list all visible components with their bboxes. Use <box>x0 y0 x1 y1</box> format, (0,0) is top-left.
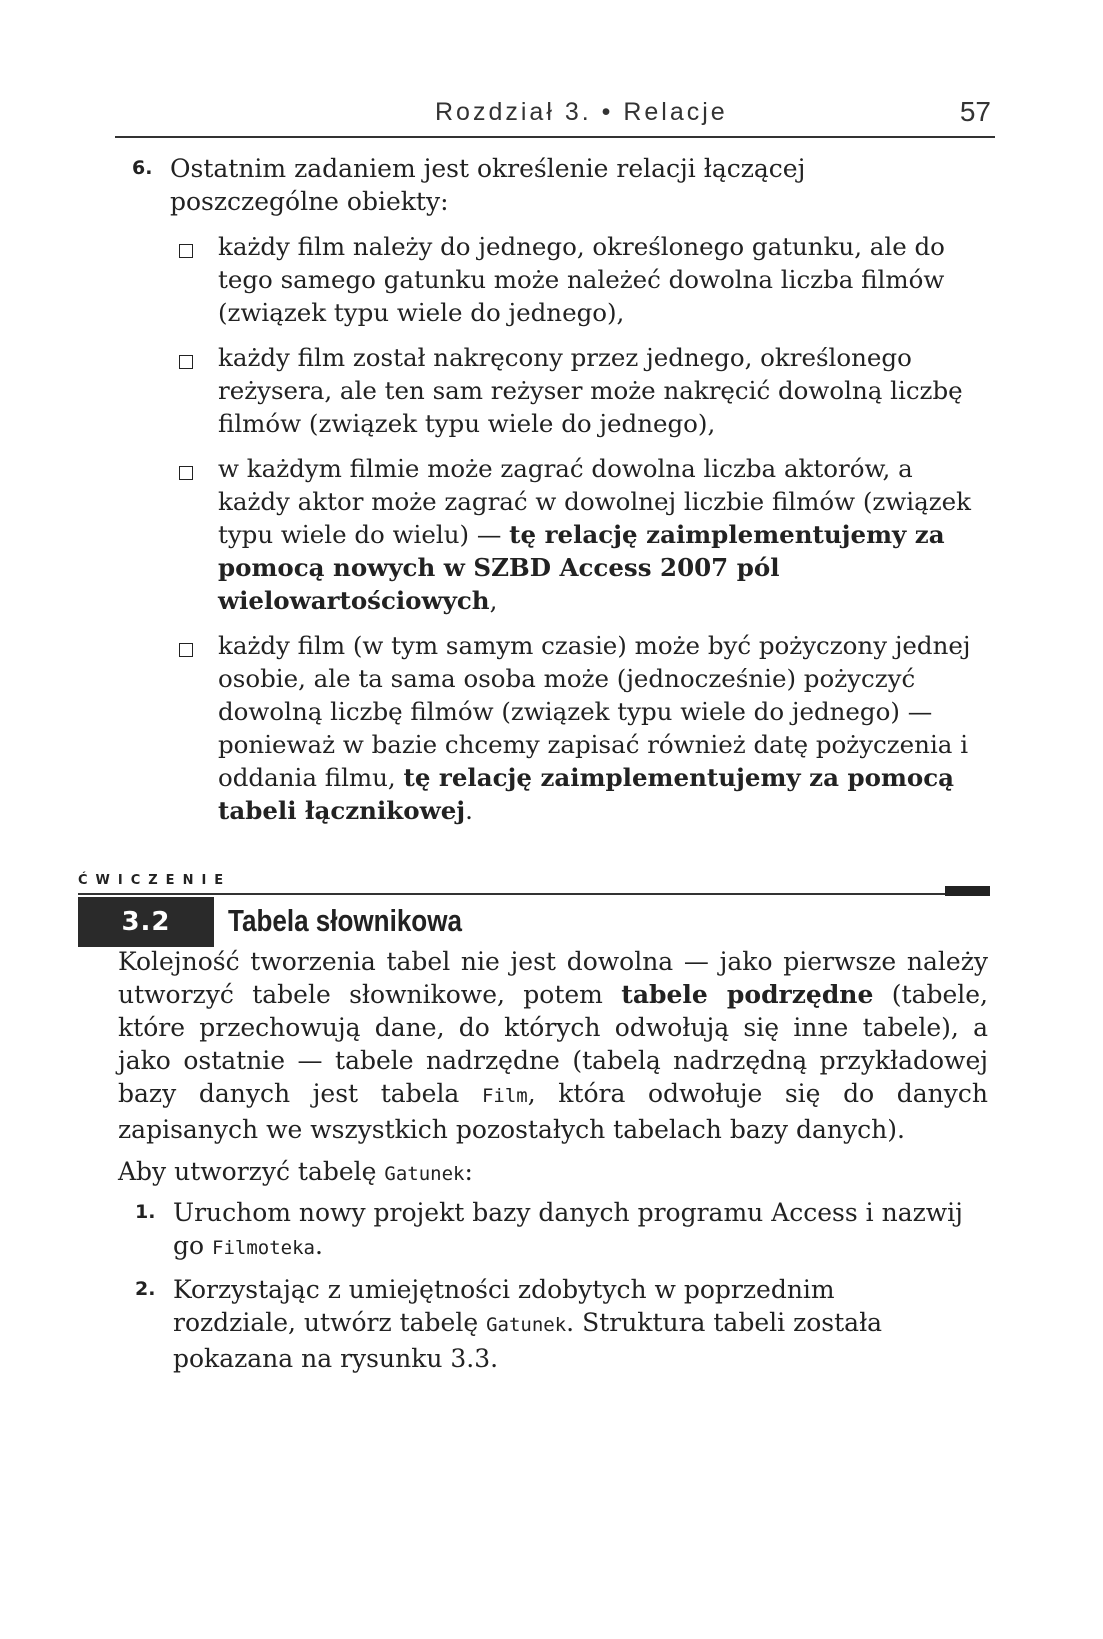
code-inline: Film <box>481 1085 528 1107</box>
section-divider-end-mark <box>945 886 990 896</box>
exercise-label: ĆWICZENIE <box>78 873 232 888</box>
bullet-emphasis: tę relację zaimplementujemy za pomocą tabeli łącznikowej <box>218 763 954 825</box>
checkbox-bullet-icon <box>179 466 193 480</box>
bullet-text-end: . <box>465 796 473 825</box>
code-inline: Filmoteka <box>212 1237 315 1259</box>
bullet-text-end: , <box>489 586 498 615</box>
step-text-part: Korzystając z umiejętności zdobytych w poprzednim rozdziale, utwórz tabelę <box>173 1275 835 1337</box>
list-item <box>175 629 990 827</box>
relation-bullet-list <box>175 230 990 839</box>
chapter-title: Rozdział 3. • Relacje <box>435 98 728 126</box>
checkbox-bullet-icon <box>179 355 193 369</box>
step-number: 6. <box>132 157 153 179</box>
step-text <box>173 1196 963 1265</box>
bullet-text: każdy film został nakręcony przez jednego, określonego reżysera, ale ten sam reżyser może nakręcić dowolną liczbę filmów (związek typu wiele do jednego), <box>218 343 963 438</box>
bullet-text: każdy film (w tym samym czasie) może być pożyczony jednej osobie, ale ta sama osoba może (jednocześnie) pożyczyć dowolną liczbę filmów (związek typu wiele do jednego) — ponieważ w bazie chcemy zapisać również datę pożyczenia i oddania filmu, <box>218 631 971 792</box>
paragraph-text: (tabele, które przechowują dane, do których odwołują się inne tabele), a jako ostatnie — tabele nadrzędne (tabelą nadrzędną przykładowej bazy danych jest tabela <box>118 980 989 1108</box>
paragraph-emphasis: tabele podrzędne <box>621 980 874 1009</box>
step-text-part: . <box>314 1231 323 1260</box>
step-number: 2. <box>135 1278 156 1300</box>
paragraph-text: : <box>464 1157 473 1186</box>
section-divider <box>78 893 988 895</box>
code-inline: Gatunek <box>486 1314 567 1336</box>
list-item <box>175 230 990 329</box>
step-text-part: Uruchom nowy projekt bazy danych programu Access i nazwij go <box>173 1198 963 1260</box>
step-text: Ostatnim zadaniem jest określenie relacji łączącej poszczególne obiekty: <box>170 154 806 216</box>
bullet-text: każdy film należy do jednego, określonego gatunku, ale do tego samego gatunku może należeć dowolna liczba filmów (związek typu wiele do jednego), <box>218 232 945 327</box>
exercise-number-badge: 3.2 <box>78 897 214 947</box>
list-item <box>175 341 990 440</box>
running-header <box>115 96 995 138</box>
paragraph-table-order <box>118 945 988 1146</box>
checkbox-bullet-icon <box>179 244 193 258</box>
paragraph-intro <box>118 1155 988 1191</box>
step-text-part: . Struktura tabeli została pokazana na rysunku 3.3. <box>173 1308 883 1373</box>
bullet-text: w każdym filmie może zagrać dowolna liczba aktorów, a każdy aktor może zagrać w dowolnej liczbie filmów (związek typu wiele do wielu) — <box>218 454 971 549</box>
exercise-title: Tabela słownikowa <box>228 903 462 938</box>
bullet-emphasis: tę relację zaimplementujemy za pomocą nowych w SZBD Access 2007 pól wielowartościowych <box>218 520 945 615</box>
list-item <box>175 452 990 617</box>
page-number: 57 <box>959 96 991 127</box>
step-text <box>173 1273 963 1375</box>
paragraph-text: Kolejność tworzenia tabel nie jest dowolna — jako pierwsze należy utworzyć tabele słownikowe, potem <box>118 947 988 1009</box>
paragraph-text: , która odwołuje się do danych zapisanych we wszystkich pozostałych tabelach bazy danych). <box>118 1079 988 1144</box>
paragraph-text: Aby utworzyć tabelę <box>118 1157 385 1186</box>
checkbox-bullet-icon <box>179 643 193 657</box>
step-number: 1. <box>135 1201 156 1223</box>
code-inline: Gatunek <box>384 1163 465 1185</box>
